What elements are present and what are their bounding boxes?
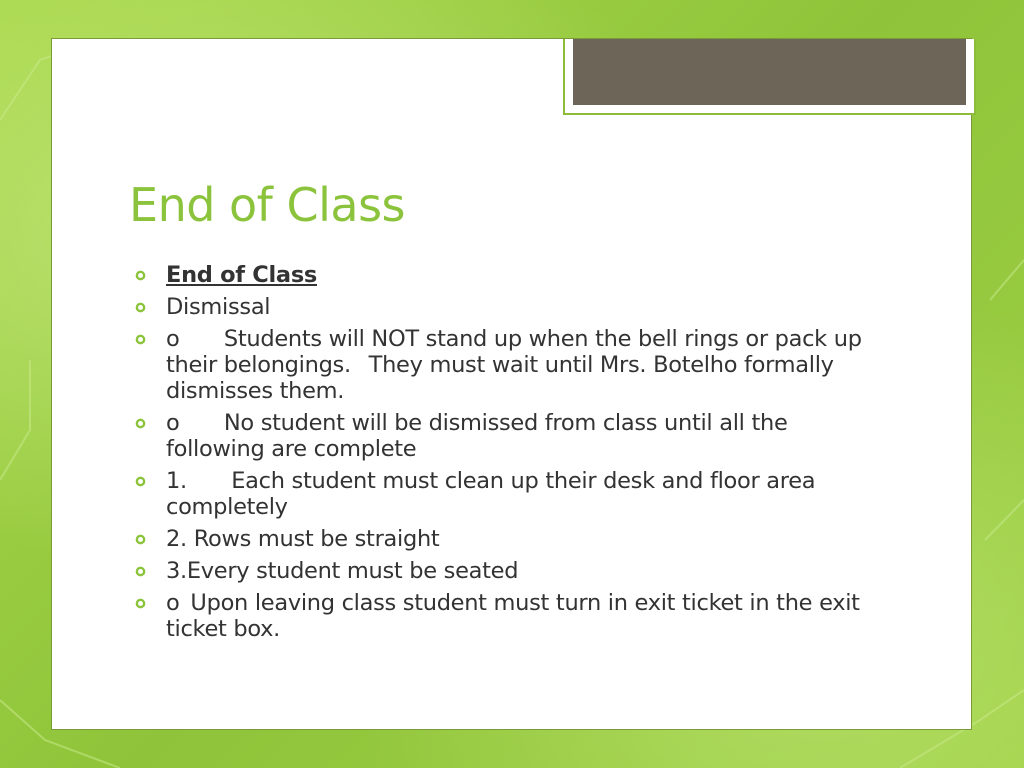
bullet-item <box>135 294 875 320</box>
bullet-item <box>135 558 875 584</box>
photo-placeholder <box>573 39 966 105</box>
bullet-text: 3.Every student must be seated <box>166 558 519 584</box>
circle-bullet-icon <box>135 334 146 345</box>
circle-bullet-icon <box>135 270 146 281</box>
circle-bullet-icon <box>135 534 146 545</box>
bullet-text: Dismissal <box>166 294 271 320</box>
circle-bullet-icon <box>135 566 146 577</box>
bullet-list <box>135 262 875 648</box>
bullet-item <box>135 468 875 520</box>
bullet-item <box>135 326 875 404</box>
circle-bullet-icon <box>135 418 146 429</box>
bullet-item <box>135 262 875 288</box>
circle-bullet-icon <box>135 302 146 313</box>
circle-bullet-icon <box>135 598 146 609</box>
slide-title: End of Class <box>129 178 406 232</box>
bullet-item <box>135 526 875 552</box>
bullet-text: 2. Rows must be straight <box>166 526 440 552</box>
bullet-text: End of Class <box>166 262 317 288</box>
photo-frame <box>563 39 976 115</box>
bullet-item <box>135 410 875 462</box>
bullet-text: o Students will NOT stand up when the bell rings or pack up their belongings. They must wait until Mrs. Botelho formally dismisses them. <box>166 326 862 404</box>
bullet-text: o Upon leaving class student must turn in exit ticket in the exit ticket box. <box>166 590 860 642</box>
bullet-text: o No student will be dismissed from class until all the following are complete <box>166 410 788 462</box>
bullet-item <box>135 590 875 642</box>
bullet-text: 1. Each student must clean up their desk and floor area completely <box>166 468 816 520</box>
circle-bullet-icon <box>135 476 146 487</box>
